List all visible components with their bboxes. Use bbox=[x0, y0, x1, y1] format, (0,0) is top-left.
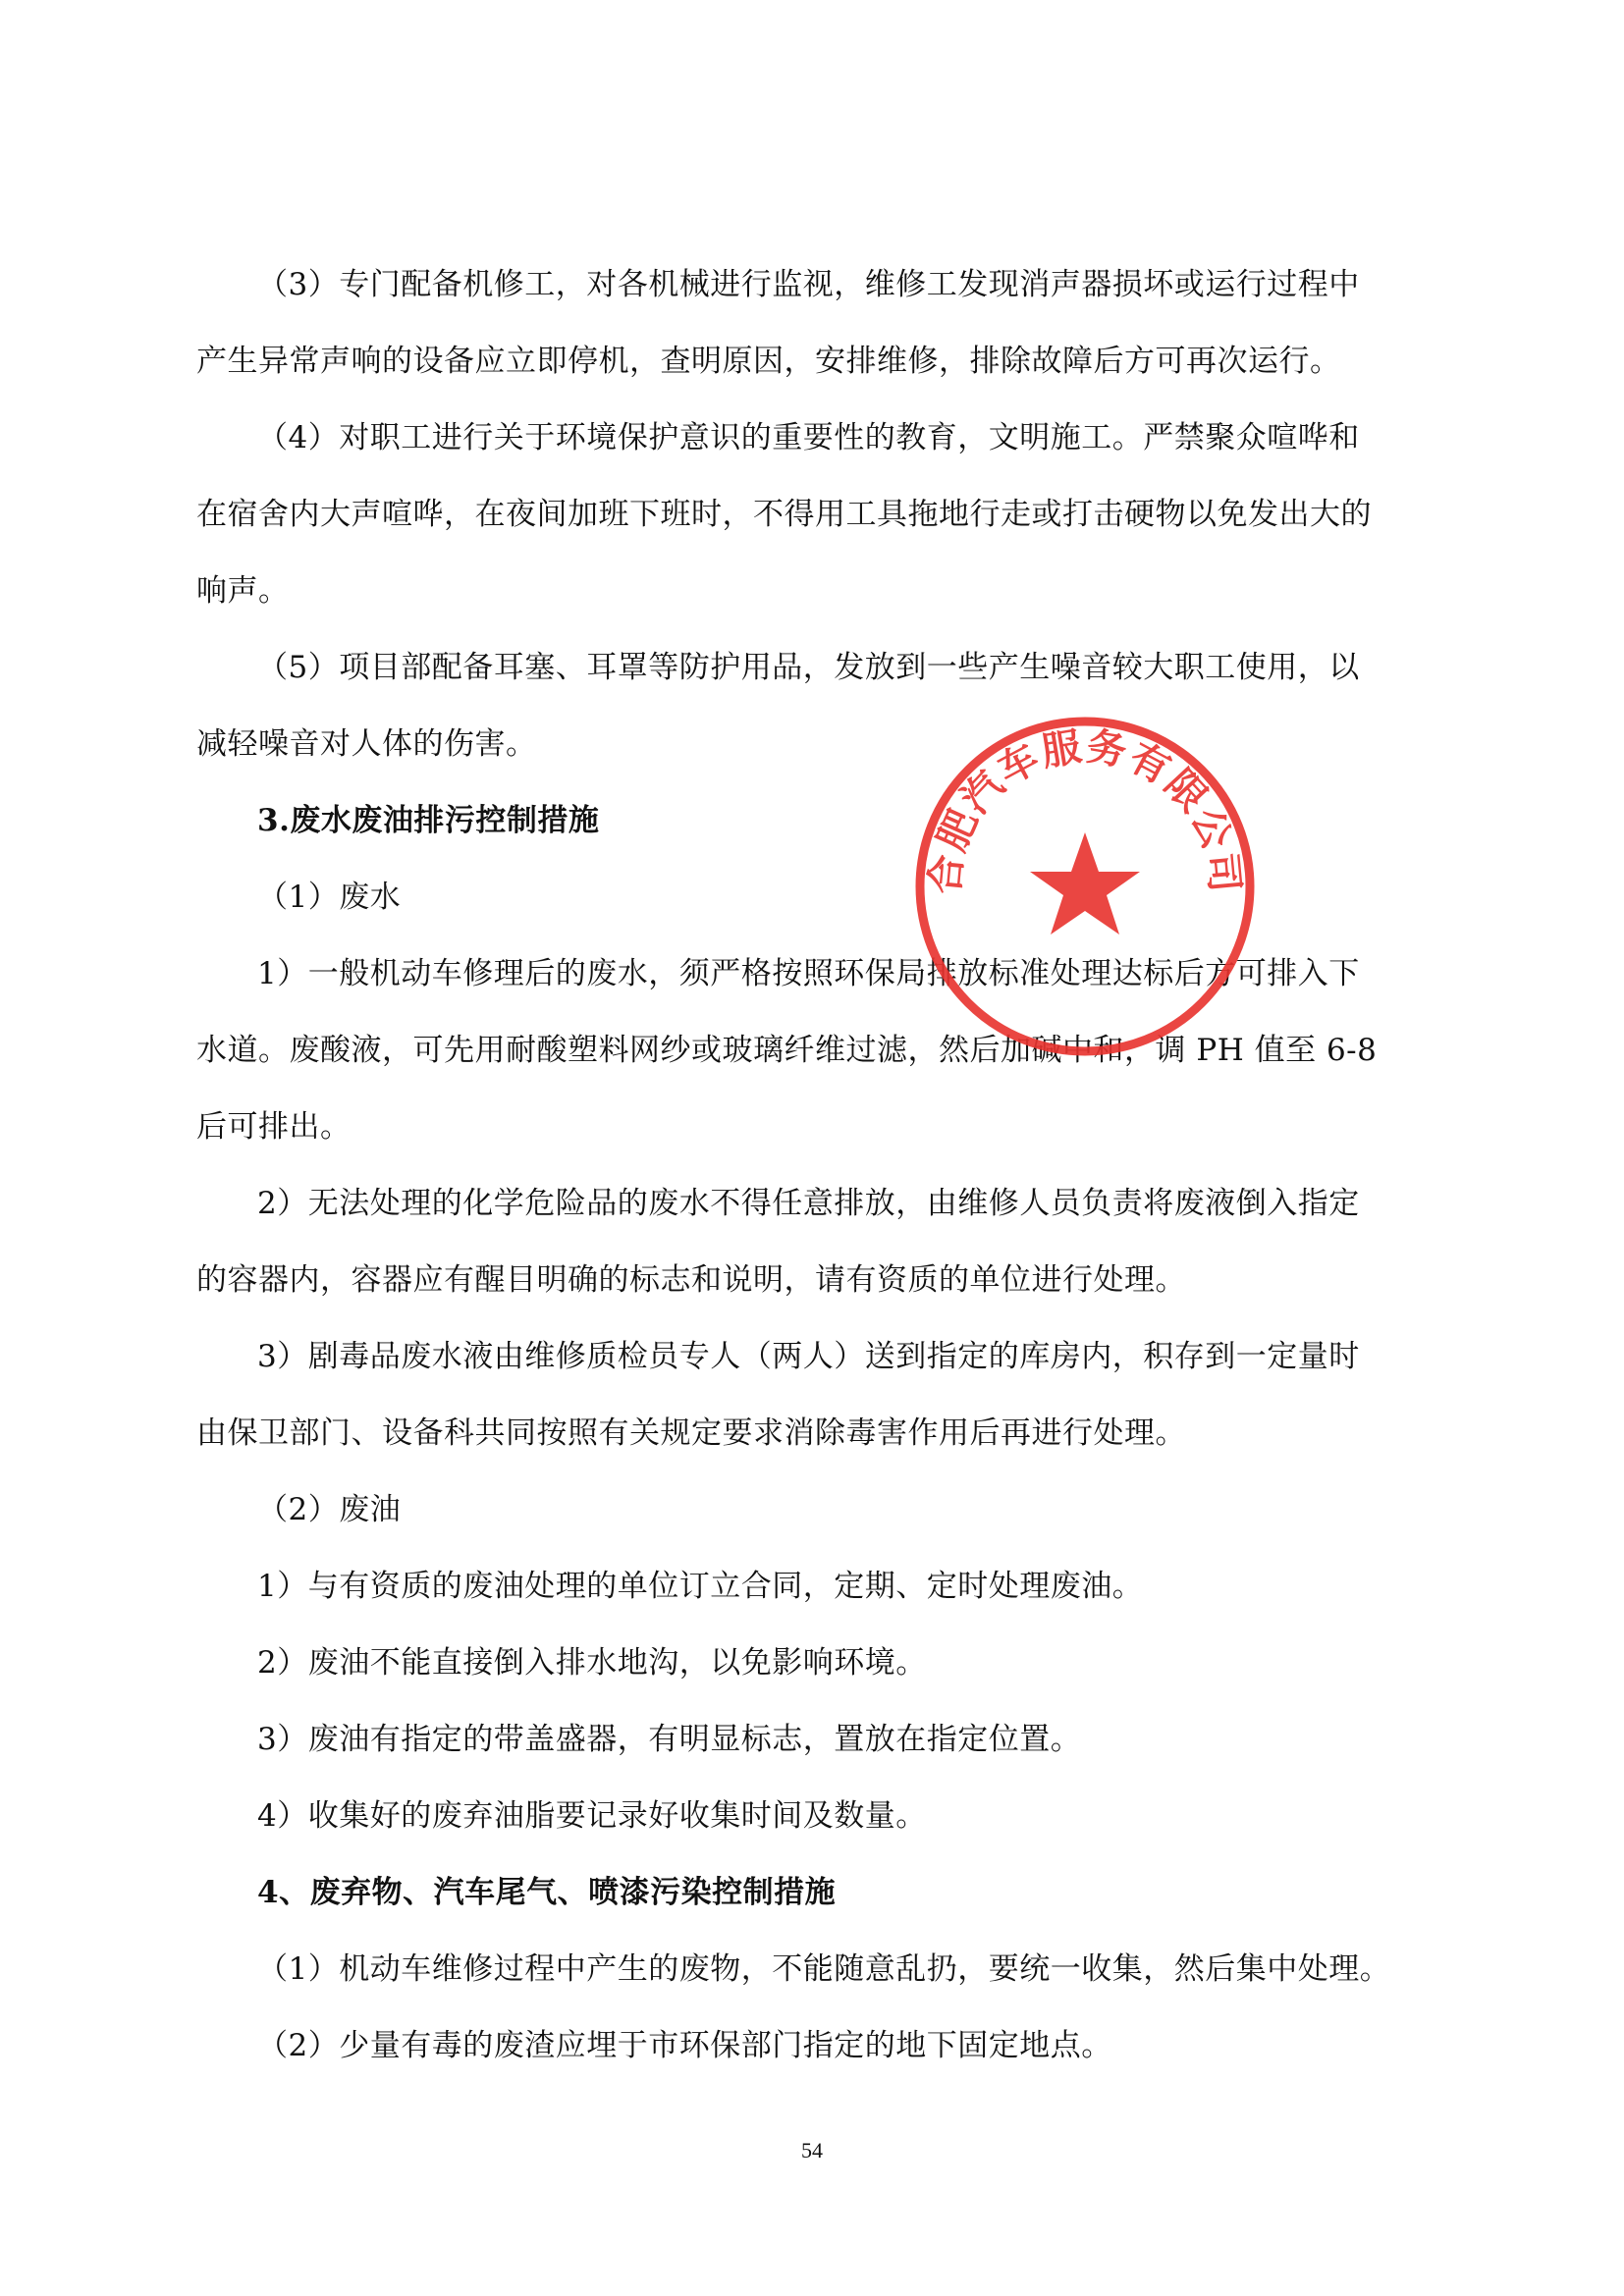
paragraph-line: 2）无法处理的化学危险品的废水不得任意排放，由维修人员负责将废液倒入指定 bbox=[257, 1186, 1360, 1221]
seal-star-icon bbox=[1030, 832, 1140, 934]
paragraph-line: 4）收集好的废弃油脂要记录好收集时间及数量。 bbox=[257, 1798, 927, 1834]
paragraph-line: 响声。 bbox=[196, 573, 290, 609]
company-seal-icon bbox=[913, 715, 1257, 1058]
paragraph-line: 减轻噪音对人体的伤害。 bbox=[196, 726, 537, 762]
paragraph-line: 3）废油有指定的带盖盛器，有明显标志，置放在指定位置。 bbox=[257, 1722, 1082, 1757]
paragraph-line: 在宿舍内大声喧哗，在夜间加班下班时，不得用工具拖地行走或打击硬物以免发出大的 bbox=[196, 497, 1372, 532]
paragraph-line: （1）机动车维修过程中产生的废物，不能随意乱扔，要统一收集，然后集中处理。 bbox=[257, 1951, 1391, 1987]
paragraph-line: 1）与有资质的废油处理的单位订立合同，定期、定时处理废油。 bbox=[257, 1569, 1144, 1604]
paragraph-line: 1）一般机动车修理后的废水，须严格按照环保局排放标准处理达标后方可排入下 bbox=[257, 956, 1360, 991]
subsection-heading: （1）废水 bbox=[257, 880, 402, 915]
paragraph-line: 的容器内，容器应有醒目明确的标志和说明，请有资质的单位进行处理。 bbox=[196, 1262, 1186, 1298]
subsection-heading: （2）废油 bbox=[257, 1492, 402, 1527]
seal-text: 合肥汽车服务有限公司 bbox=[922, 723, 1248, 896]
paragraph-line: （2）少量有毒的废渣应埋于市环保部门指定的地下固定地点。 bbox=[257, 2028, 1112, 2063]
paragraph-line: 后可排出。 bbox=[196, 1109, 352, 1145]
paragraph-line: 产生异常声响的设备应立即停机，查明原因，安排维修，排除故障后方可再次运行。 bbox=[196, 344, 1341, 379]
page-number: 54 bbox=[801, 2138, 823, 2163]
paragraph-line: （3）专门配备机修工，对各机械进行监视，维修工发现消声器损坏或运行过程中 bbox=[257, 267, 1360, 302]
paragraph-line: 2）废油不能直接倒入排水地沟，以免影响环境。 bbox=[257, 1645, 927, 1681]
paragraph-line: 水道。废酸液，可先用耐酸塑料网纱或玻璃纤维过滤，然后加碱中和，调 PH 值至 6-8 bbox=[196, 1033, 1378, 1068]
paragraph-line: （4）对职工进行关于环境保护意识的重要性的教育，文明施工。严禁聚众喧哗和 bbox=[257, 420, 1360, 455]
paragraph-line: （5）项目部配备耳塞、耳罩等防护用品，发放到一些产生噪音较大职工使用，以 bbox=[257, 650, 1360, 685]
section-heading: 4、废弃物、汽车尾气、喷漆污染控制措施 bbox=[257, 1875, 837, 1910]
section-heading: 3.废水废油排污控制措施 bbox=[257, 803, 600, 838]
paragraph-line: 由保卫部门、设备科共同按照有关规定要求消除毒害作用后再进行处理。 bbox=[196, 1415, 1186, 1451]
paragraph-line: 3）剧毒品废水液由维修质检员专人（两人）送到指定的库房内，积存到一定量时 bbox=[257, 1339, 1360, 1374]
